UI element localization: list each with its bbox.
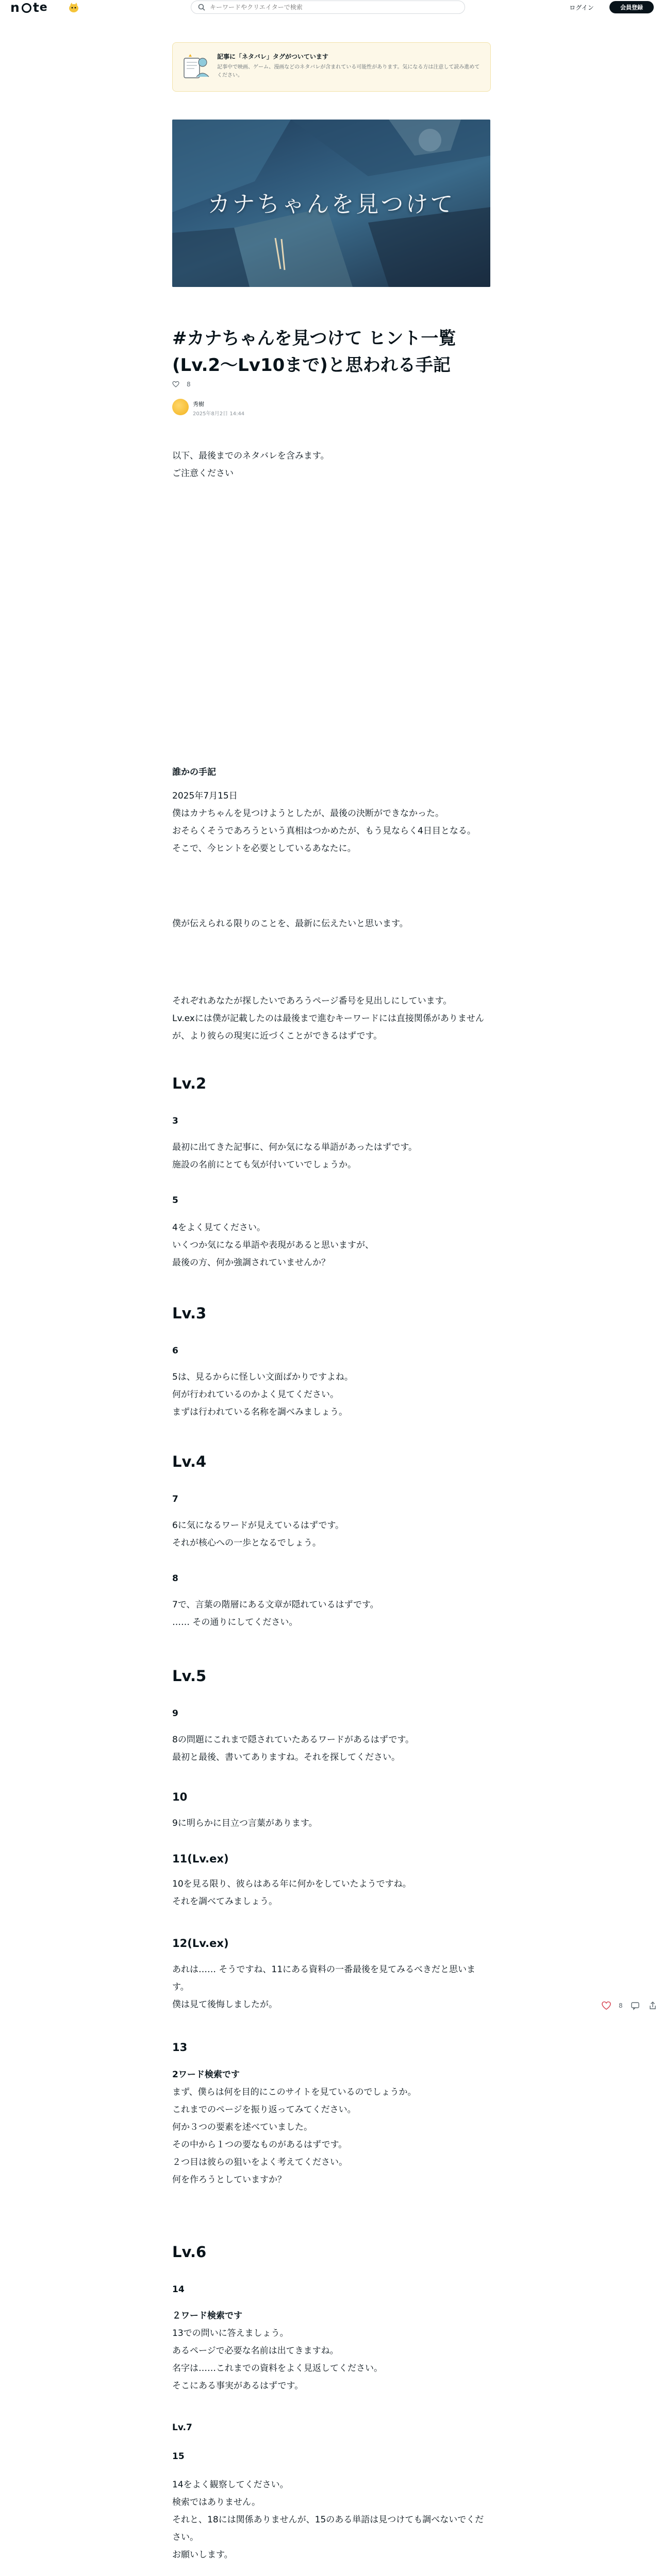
side-actions	[601, 1999, 658, 2012]
note-mascot-icon	[67, 1, 80, 13]
side-like-count: 8	[619, 2002, 623, 2009]
like-count: 8	[187, 381, 191, 388]
hint-number-5: 5	[172, 1195, 178, 1206]
notice-title: 記事に「ネタバレ」タグがついています	[217, 53, 328, 60]
hint-text-15: 14をよく観察してください。 検索ではありません。 それと、18には関係ありませんが、15のある単語は見つけても調べないでください。 お願いします。	[172, 2480, 484, 2560]
hint-text-8: 7で、言葉の階層にある文章が隠れているはずです。 …… その通りにしてください。	[172, 1600, 379, 1628]
hero-title: カナちゃんを見つけて	[207, 191, 455, 217]
hint-number-9: 9	[172, 1708, 178, 1719]
hint-text-5: 4をよく見てください。 いくつか気になる単語や表現があると思いますが、 最後の方、何か強調されていませんか？	[172, 1223, 374, 1268]
hint-number-3: 3	[172, 1116, 178, 1126]
hint-number-12: 12(Lv.ex)	[172, 1937, 229, 1950]
heading-lv3: Lv.3	[172, 1304, 207, 1322]
hint-text-9: 8の問題にこれまで隠されていたあるワードがあるはずです。 最初と最後、書いてありますね。それを探してください。	[172, 1735, 414, 1762]
note-logo[interactable]: n t e	[10, 0, 48, 15]
heading-lv5: Lv.5	[172, 1667, 207, 1685]
heading-lv4: Lv.4	[172, 1453, 207, 1470]
memo-paragraph-3: それぞれあなたが探したいであろうページ番号を見出しにしています。 Lv.exには僕が記載したのは最後まで進むキーワードには直接関係がありませんが、より彼らの現実に近づくことができるはずです。	[172, 996, 484, 1041]
hint-number-11: 11(Lv.ex)	[172, 1853, 229, 1865]
hero-image	[172, 120, 490, 287]
hint-number-15: 15	[172, 2451, 185, 2462]
hint-number-14: 14	[172, 2284, 185, 2295]
site-header	[0, 0, 662, 23]
hint-text-14: 13での問いに答えましょう。 あるページで必要な名前は出てきますね。 名字は……これまでの資料をよく見返してください。 そこにある事実があるはずです。	[172, 2328, 383, 2391]
hint-text-13: まず、僕らは何を目的にこのサイトを見ているのでしょうか。 これまでのページを振り返ってみてください。 何か３つの要素を述べていました。 その中から１つの要なものがあるはずです。 ２つ目は彼らの狙いをよく考えてください。 何を作ろうとしていますか？	[172, 2087, 417, 2185]
hint-text-3: 最初に出てきた記事に、何か気になる単語があったはずです。 施設の名前にとても気が付いていでしょうか。	[172, 1142, 417, 1170]
publish-date: 2025年8月2日 14:44	[193, 411, 245, 417]
search-icon	[197, 3, 206, 11]
signup-button[interactable]: 会員登録	[609, 1, 654, 13]
hint-text-7: 6に気になるワードが見えているはずです。 それが核心への一歩となるでしょう。	[172, 1520, 344, 1548]
search-box[interactable]	[191, 1, 465, 14]
heading-lv2: Lv.2	[172, 1075, 207, 1092]
heading-lv7: Lv.7	[172, 2422, 192, 2433]
login-button[interactable]: ログイン	[561, 1, 602, 13]
hint-number-13: 13	[172, 2041, 188, 2054]
search-input[interactable]	[210, 4, 437, 11]
spoiler-illustration-icon	[180, 51, 212, 83]
spoiler-notice	[172, 42, 491, 92]
memo-paragraph-1: 2025年7月15日 僕はカナちゃんを見つけようとしたが、最後の決断ができなかった。 おそらくそうであろうという真相はつかめたが、もう見ならく4日目となる。 そこで、今ヒントを必要としているあなたに。	[172, 791, 476, 854]
hint-text-11: 10を見る限り、彼らはある年に何かをしていたようですね。 それを調べてみましょう。	[172, 1879, 411, 1907]
hint-search-note-13: 2ワード検索です	[172, 2070, 240, 2080]
heading-lv6: Lv.6	[172, 2243, 207, 2261]
article-actions	[172, 380, 191, 389]
hint-number-6: 6	[172, 1346, 178, 1356]
intro-text: 以下、最後までのネタバレを含みます。 ご注意ください	[172, 451, 329, 479]
heart-icon[interactable]	[172, 381, 179, 388]
hint-number-10: 10	[172, 1791, 188, 1803]
hint-number-7: 7	[172, 1494, 178, 1504]
avatar[interactable]	[172, 399, 189, 415]
share-icon[interactable]	[648, 2001, 658, 2011]
notice-text: 記事中で映画、ゲーム、漫画などのネタバレが含まれている可能性があります。気になる方は注意して読み進めてください。	[217, 64, 480, 78]
hint-text-12: あれは…… そうですね、11にある資料の一番最後を見てみるべきだと思います。 僕は見て後悔しましたが。	[172, 1964, 476, 2010]
hint-text-6: 5は、見るからに怪しい文面ばかりですよね。 何が行われているのかよく見てください。 まずは行われている名称を調べみましょう。	[172, 1372, 353, 1417]
hint-text-10: 9に明らかに目立つ言葉があります。	[172, 1818, 318, 1828]
memo-heading: 誰かの手記	[172, 767, 216, 777]
author-name[interactable]: 秀樹	[193, 401, 204, 408]
hint-search-note-14: ２ワード検索です	[172, 2311, 242, 2321]
hint-number-8: 8	[172, 1573, 178, 1584]
memo-paragraph-2: 僕が伝えられる限りのことを、最新に伝えたいと思います。	[172, 919, 408, 929]
heart-icon[interactable]	[601, 2001, 611, 2011]
comment-icon[interactable]	[630, 2001, 640, 2011]
article-title: #カナちゃんを見つけて ヒント一覧(Lv.2〜Lv10まで)と思われる手記	[172, 328, 456, 376]
